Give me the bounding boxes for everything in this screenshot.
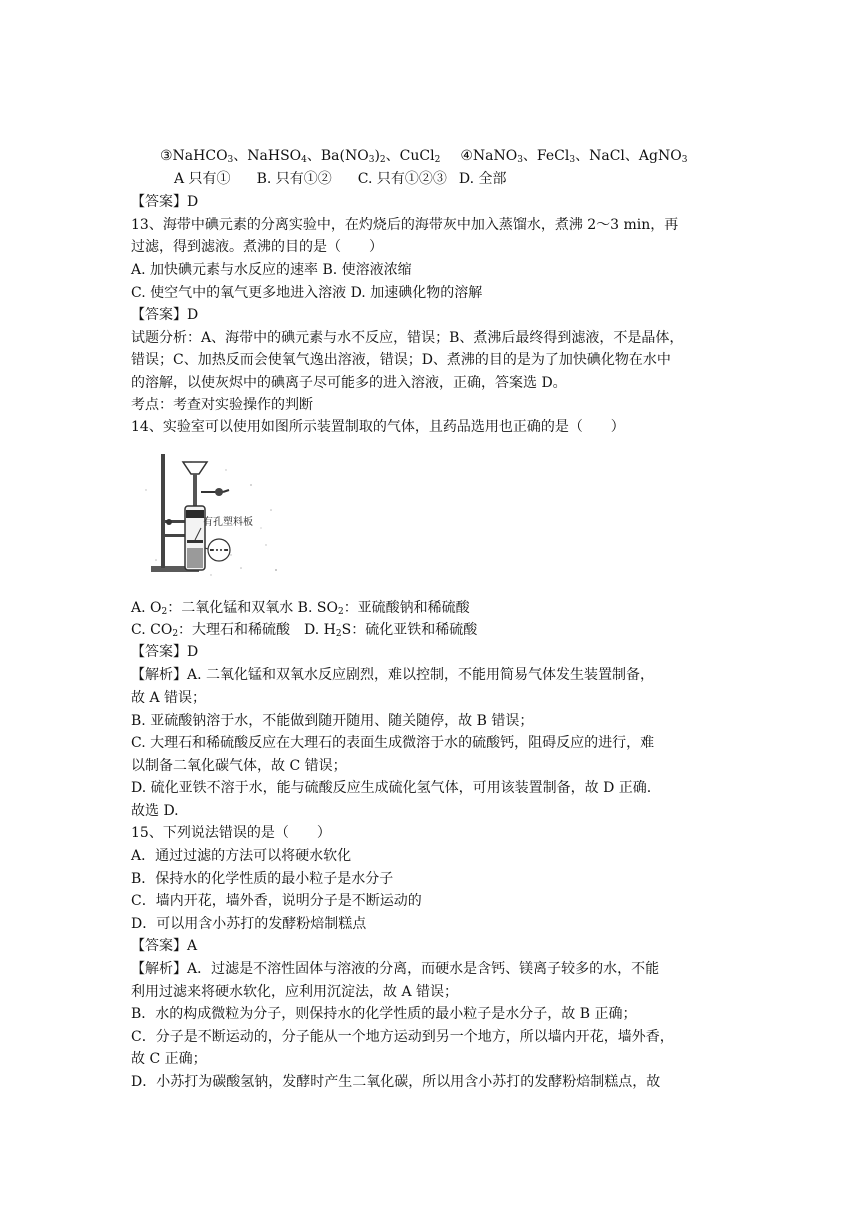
q15-explanation-line-4: C．分子是不断运动的，分子能从一个地方运动到另一个地方，所以墙内开花，墙外香， — [131, 1029, 674, 1045]
q14-answer: 【答案】D — [131, 644, 199, 660]
q12-choice-d: D. 全部 — [458, 171, 507, 187]
q15-stem: 15、下列说法错误的是（ ） — [131, 825, 331, 841]
plastic-plate — [187, 540, 203, 543]
q13-options-cd: C. 使空气中的氧气更多地进入溶液 D. 加速碘化物的溶解 — [131, 285, 483, 301]
stopper — [186, 510, 204, 518]
clamp-screw — [166, 519, 172, 525]
q14-options-cd: C. $CO_2$：大理石和稀硫酸 D. $H_2S$：硫化亚铁和稀硫酸 — [131, 622, 478, 639]
q13-stem-line-2: 过滤，得到滤液。煮沸的目的是（ ） — [131, 239, 383, 255]
liquid — [187, 548, 203, 568]
q14-explanation-line-3: B. 亚硫酸钠溶于水，不能做到随开随用、随关随停，故 B 错误； — [131, 713, 534, 729]
q15-explanation-line-2: 利用过滤来将硬水软化，应利用沉淀法，故 A 错误； — [131, 984, 459, 1000]
q13-analysis-line-3: 的溶解，以使灰烬中的碘离子尽可能多的进入溶液，正确，答案选 D。 — [131, 375, 567, 391]
q13-analysis-line-2: 错误；C、加热反而会使氧气逸出溶液，错误；D、煮沸的目的是为了加快碘化物在水中 — [131, 352, 671, 368]
q13-analysis-line-1: 试题分析：A、海带中的碘元素与水不反应，错误；B、煮沸后最终得到滤液，不是晶体， — [131, 330, 684, 346]
q12-choice-a: A 只有① — [174, 171, 231, 187]
q14-options-ab: A. $O_2$：二氧化锰和双氧水 B. $SO_2$：亚硫酸钠和稀硫酸 — [131, 600, 470, 617]
q12-answer-choices — [174, 169, 507, 189]
q14-stem: 14、实验室可以使用如图所示装置制取的气体，且药品选用也正确的是（ ） — [131, 419, 625, 435]
funnel-bowl — [183, 462, 207, 474]
q12-options-line-3-4: ③NaHCO$_3$、NaHSO$_4$、$Ba(NO_3)_2$、CuCl$_2$ ④NaNO$_3$、FeCl$_3$、NaCl、AgNO$_3$ — [160, 148, 688, 165]
q14-explanation-line-4: C. 大理石和稀硫酸反应在大理石的表面生成微溶于水的硫酸钙，阻碍反应的进行，难 — [131, 735, 655, 751]
q12-choice-c: C. 只有①②③ — [357, 171, 447, 187]
q15-option-d: D．可以用含小苏打的发酵粉焙制糕点 — [131, 916, 367, 932]
q14-explanation-line-2: 故 A 错误； — [131, 690, 207, 706]
q15-option-c: C．墙内开花，墙外香，说明分子是不断运动的 — [131, 893, 422, 909]
q14-explanation-line-1: 【解析】A. 二氧化锰和双氧水反应剧烈，难以控制，不能用简易气体发生装置制备， — [131, 667, 655, 683]
q14-explanation-line-5: 以制备二氧化碳气体，故 C 错误； — [131, 758, 347, 774]
q14-explanation-line-6: D. 硫化亚铁不溶于水，能与硫酸反应生成硫化氢气体，可用该装置制备，故 D 正确. — [131, 780, 652, 796]
figure-label: 有孔塑料板 — [203, 517, 253, 528]
q13-stem-line-1: 13、海带中碘元素的分离实验中，在灼烧后的海带灰中加入蒸馏水，煮沸 2～3 min，再 — [131, 217, 679, 233]
q15-option-b: B．保持水的化学性质的最小粒子是水分子 — [131, 871, 394, 887]
q14-explanation-line-7: 故选 D. — [131, 803, 179, 819]
q13-answer: 【答案】D — [131, 307, 199, 323]
q12-choice-b: B. 只有①② — [256, 171, 332, 187]
q15-explanation-line-3: B．水的构成微粒为分子，则保持水的化学性质的最小粒子是水分子，故 B 正确； — [131, 1006, 637, 1022]
q15-explanation-line-6: D．小苏打为碳酸氢钠，发酵时产生二氧化碳，所以用含小苏打的发酵粉焙制糕点，故 — [131, 1074, 661, 1090]
q13-options-ab: A. 加快碘元素与水反应的速率 B. 使溶液浓缩 — [131, 262, 412, 278]
q15-explanation-line-1: 【解析】A．过滤是不溶性固体与溶液的分离，而硬水是含钙、镁离子较多的水，不能 — [131, 961, 660, 977]
q15-answer: 【答案】A — [131, 938, 198, 954]
q15-explanation-line-5: 故 C 正确； — [131, 1051, 207, 1067]
apparatus-drawing — [131, 450, 283, 584]
q13-exam-point: 考点：考查对实验操作的判断 — [131, 397, 313, 413]
valve — [215, 488, 223, 496]
stand-rod — [161, 454, 165, 568]
gas-generator-apparatus-figure — [131, 450, 283, 584]
q12-answer: 【答案】D — [131, 194, 199, 210]
q15-option-a: A．通过过滤的方法可以将硬水软化 — [131, 848, 352, 864]
